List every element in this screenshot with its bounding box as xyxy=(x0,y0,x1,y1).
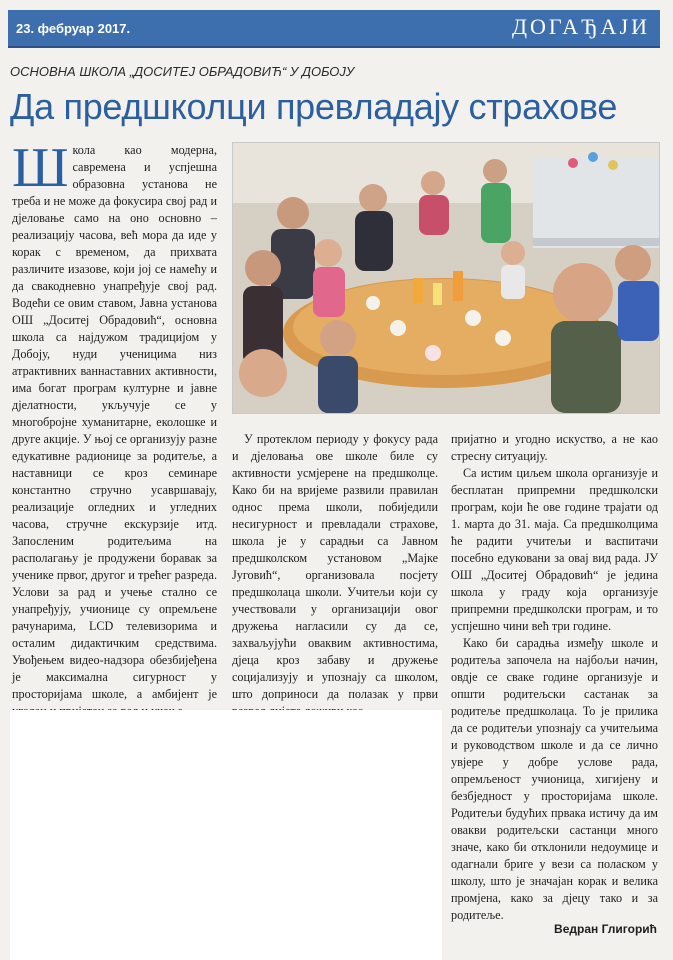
article-paragraph: Са истим циљем школа организује и бесплатан припремни предшколски програм, који ће ове године трајати од 1. марта до 31. маја. Са предшколцима ће радити учитељи и васпитачи посебно едуковани за овај вид рада. ЈУ ОШ „Доситеј Обрадовић“ је једина школа у граду која организује припремни предшколски програм, и то успјешно чини већ три године. xyxy=(451,466,658,633)
article-photo xyxy=(232,142,660,414)
article-column-1 xyxy=(12,137,217,720)
article-headline: Да предшколци превладају страхове xyxy=(10,86,618,127)
drop-cap: Ш xyxy=(12,137,69,199)
section-title: ДОГАЂАЈИ xyxy=(512,14,650,39)
blank-area xyxy=(10,710,442,960)
issue-date: 23. фебруар 2017. xyxy=(16,21,131,36)
children-at-table-photo xyxy=(233,143,659,413)
article-column-3 xyxy=(451,431,658,924)
header-bar xyxy=(8,10,660,48)
article-kicker: ОСНОВНА ШКОЛА „ДОСИТЕЈ ОБРАДОВИЋ“ У ДОБОЈУ xyxy=(10,64,355,79)
article-paragraph: пријатно и угодно искуство, а не као стресну ситуацију. xyxy=(451,432,658,463)
paragraph-text: кола као модерна, савремена и успјешна образовна установа не треба и не може да фокусира свој рад и дјеловање само на оно основно – реализацију часова, већ мора да иде у корак с временом, да прихвата различите изазове, који јој се намећу и да свакодневно унапређује свој рад. Водећи се овим ставом, Јавна установа ОШ „Доситеј Обрадовић“, основна школа са најдужом традицијом у Добоју, нуди ученицима низ атрактивних ваннаставних активности, има богат програм културне и јавне дјелатности, укључује се у многобројне хуманитарне, еколошке и друге акције. У њој се организују разне едукативне радионице за родитеље, а наставници се кроз семинаре константно стручно усавршавају, реализације огледних и угледних часова, стручне екскурзије итд. Запосленим родитељима на располагању је продужени боравак за ученике првог, другог и трећег разреда. Услови за рад и учење стално се унапређују, учионице су опремљене рачунарима, LCD телевизорима и осталим дидактичким средствима. Увођењем видео-надзора обезбијеђена је максимална сигурност у просторијама школе, а амбијент је xyxy=(12,143,217,701)
article-column-2 xyxy=(232,431,438,720)
author-byline: Ведран Глигорић xyxy=(554,922,657,936)
article-paragraph: Како би сарадња између школе и родитеља започела на најбољи начин, овдје се сваке године организује и општи родитељски састанак за родитеље предшколаца. То је прилика да се родитељи упознају са учитељима и руководством школе и да се лично увјере у добре услове рада, опремљеност учионица, хигијену и безбједност у просторијама школе. Родитељи будућих првака истичу да им овакви родитељски састанци много значе, како би отклонили недоумице и одагнали бриге у вези са поласком у школу, што је значајан корак и велика промјена, како за дјецу тако и за родитеље. xyxy=(451,636,658,922)
article-paragraph xyxy=(12,137,217,720)
article-paragraph: У протеклом периоду у фокусу рада и дјеловања ове школе биле су активности усмјерене на предшколце. Како би на вријеме развили правилан однос према школи, побиједили несигурност и превладали страхове, школа је у сарадњи са Јавном предшколском установом „Мајке Југовић“, организовала посјету предшколаца школи. Учитељи који су учествовали у организацији овог дружења нагласили су да се, захваљујући оваквим активностима, дјеца кроз забаву и дружење социјализују и упознају са школом, што доприноси да полазак у први xyxy=(232,432,438,701)
